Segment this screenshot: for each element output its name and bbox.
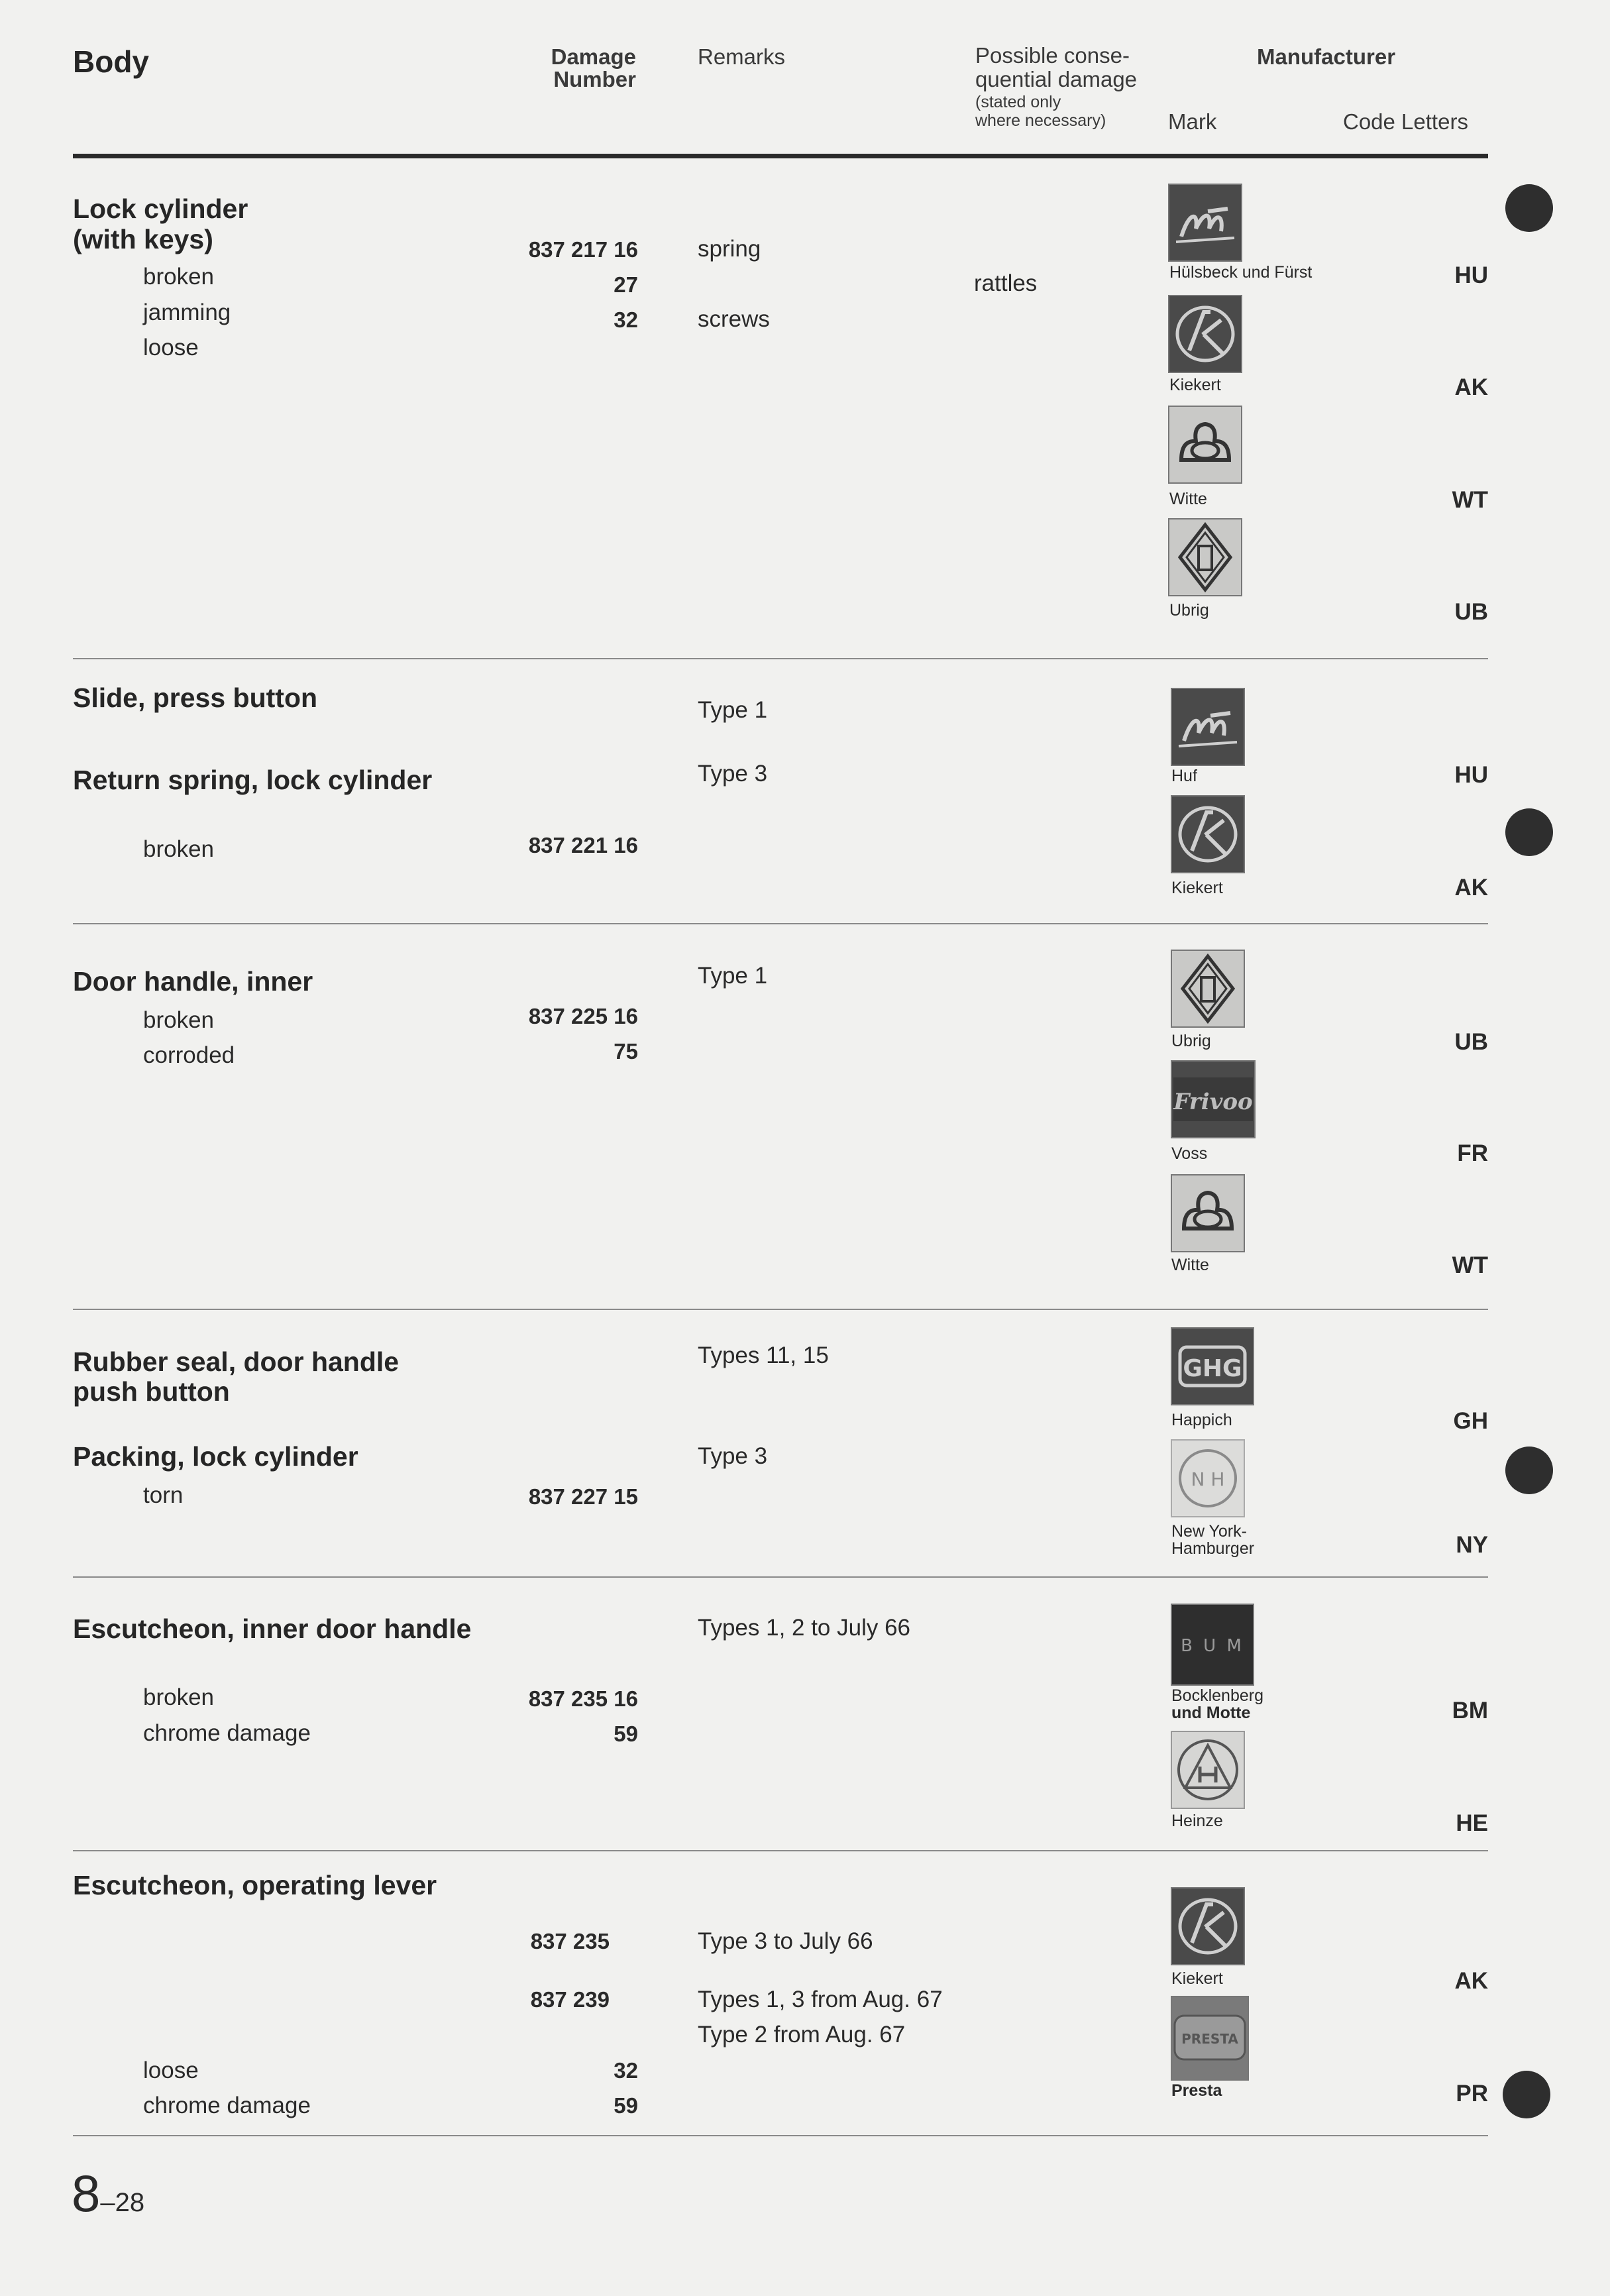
code-letters: WT xyxy=(1452,487,1488,513)
consequential-header xyxy=(975,44,1137,130)
huf-logo-icon xyxy=(1171,688,1245,766)
presta-logo-text: PRESTA xyxy=(1181,2031,1238,2047)
code-letters: UB xyxy=(1454,1029,1488,1055)
damage-item: broken xyxy=(143,1684,215,1710)
damage-number: 837 235 16 xyxy=(528,1686,638,1711)
remark: spring xyxy=(698,236,761,262)
section-rule xyxy=(73,1576,1488,1578)
section-rule xyxy=(73,2135,1488,2136)
code-letters: HU xyxy=(1454,262,1488,288)
code-letters: AK xyxy=(1454,374,1488,400)
code-letters: HU xyxy=(1454,762,1488,788)
code-letters: AK xyxy=(1454,875,1488,901)
code-letters: WT xyxy=(1452,1252,1488,1278)
damage-number-header xyxy=(517,45,636,91)
part-title: Return spring, lock cylinder xyxy=(73,765,433,795)
code-letters: NY xyxy=(1456,1532,1488,1558)
code-letters: FR xyxy=(1457,1140,1488,1166)
manufacturer-name: Voss xyxy=(1171,1144,1208,1163)
page-number-sub: –28 xyxy=(100,2188,145,2217)
damage-item: loose xyxy=(143,335,199,360)
manufacturer-name: Ubrig xyxy=(1169,601,1209,620)
damage-item: jamming xyxy=(143,300,231,325)
kiekert-logo-icon xyxy=(1168,295,1242,373)
damage-number: 27 xyxy=(614,272,638,297)
consequential-note-line2: where necessary) xyxy=(975,111,1106,130)
manufacturer-name-line2: und Motte xyxy=(1171,1704,1251,1722)
part-title: Lock cylinder xyxy=(73,193,248,224)
manufacturer-name: Witte xyxy=(1169,490,1207,508)
consequential-note-line1: (stated only xyxy=(975,93,1061,111)
happich-logo-icon xyxy=(1171,1327,1254,1405)
damage-number: 75 xyxy=(614,1039,638,1064)
remark: Type 3 to July 66 xyxy=(698,1928,873,1954)
damage-number: 32 xyxy=(614,2058,638,2083)
code-letters: BM xyxy=(1452,1698,1488,1723)
code-letters: PR xyxy=(1456,2081,1488,2106)
remark: Types 1, 3 from Aug. 67 xyxy=(698,1987,943,2012)
remarks-header: Remarks xyxy=(698,44,786,69)
damage-number: 59 xyxy=(614,2093,638,2118)
damage-number: 59 xyxy=(614,1722,638,1746)
remark: screws xyxy=(698,306,770,332)
damage-item: loose xyxy=(143,2057,199,2083)
witte-logo-icon xyxy=(1171,1174,1245,1252)
bum-logo-text: B U M xyxy=(1181,1636,1244,1656)
code-letters: GH xyxy=(1453,1408,1488,1434)
ubrig-logo-icon xyxy=(1168,518,1242,596)
voss-logo-icon xyxy=(1171,1060,1256,1138)
manufacturer-name: Kiekert xyxy=(1171,879,1223,897)
manufacturer-name: Huf xyxy=(1171,767,1197,785)
binder-hole xyxy=(1505,1447,1553,1494)
huf-logo-icon xyxy=(1168,184,1242,262)
binder-hole xyxy=(1503,2071,1550,2118)
section-rule xyxy=(73,658,1488,659)
damage-number: 837 235 xyxy=(530,1929,610,1953)
code-letters: UB xyxy=(1454,599,1488,625)
section-title: Body xyxy=(73,44,149,79)
witte-logo-icon xyxy=(1168,406,1242,484)
consequential-header-line2: quential damage xyxy=(975,67,1138,91)
part-title: Packing, lock cylinder xyxy=(73,1441,358,1472)
remark: Type 3 xyxy=(698,761,768,787)
damage-number: 32 xyxy=(614,307,638,332)
part-title: push button xyxy=(73,1376,230,1407)
kiekert-logo-icon xyxy=(1171,795,1245,873)
damage-number-header-line2: Number xyxy=(553,67,636,91)
damage-number: 837 225 16 xyxy=(528,1004,638,1028)
damage-item: chrome damage xyxy=(143,2093,311,2118)
damage-item: broken xyxy=(143,1007,215,1033)
part-title: (with keys) xyxy=(73,224,213,254)
page-number xyxy=(72,2164,145,2222)
binder-hole xyxy=(1505,184,1553,232)
part-title: Rubber seal, door handle xyxy=(73,1346,400,1377)
damage-item: chrome damage xyxy=(143,1720,311,1746)
manufacturer-name: Heinze xyxy=(1171,1812,1223,1830)
section-rule xyxy=(73,1850,1488,1851)
manufacturer-name-line2: Hamburger xyxy=(1171,1539,1255,1558)
damage-number: 837 217 16 xyxy=(528,237,638,262)
happich-logo-text: GHG xyxy=(1183,1355,1242,1382)
damage-number: 837 227 15 xyxy=(528,1484,638,1509)
remark: Type 1 xyxy=(698,963,768,989)
code-letters: AK xyxy=(1454,1968,1488,1994)
remark: Type 3 xyxy=(698,1443,768,1469)
mark-header: Mark xyxy=(1168,109,1217,134)
section-rule xyxy=(73,1309,1488,1310)
bum-logo-icon xyxy=(1171,1604,1254,1686)
damage-number: 837 221 16 xyxy=(528,833,638,857)
header-rule xyxy=(73,154,1488,158)
remark: Types 11, 15 xyxy=(698,1342,829,1368)
manufacturer-name: Kiekert xyxy=(1169,376,1221,394)
remark: Type 1 xyxy=(698,697,768,723)
remark: Types 1, 2 to July 66 xyxy=(698,1615,911,1641)
damage-number-header-line1: Damage xyxy=(551,44,636,69)
code-letters-header: Code Letters xyxy=(1343,109,1468,134)
manufacturer-name: Ubrig xyxy=(1171,1032,1211,1050)
presta-logo-icon xyxy=(1171,1996,1249,2081)
damage-item: broken xyxy=(143,264,215,290)
page-number-main: 8 xyxy=(72,2164,101,2222)
heinze-logo-icon xyxy=(1171,1731,1245,1809)
damage-item: corroded xyxy=(143,1042,235,1068)
damage-item: torn xyxy=(143,1482,184,1508)
manufacturer-name: Hülsbeck und Fürst xyxy=(1169,263,1313,282)
ubrig-logo-icon xyxy=(1171,950,1245,1028)
nyh-logo-icon xyxy=(1171,1439,1245,1517)
kiekert-logo-icon xyxy=(1171,1887,1245,1965)
remark: Type 2 from Aug. 67 xyxy=(698,2022,906,2048)
manufacturer-name: Presta xyxy=(1171,2081,1222,2100)
manufacturer-name: Witte xyxy=(1171,1256,1209,1274)
part-title: Escutcheon, operating lever xyxy=(73,1870,437,1900)
part-title: Escutcheon, inner door handle xyxy=(73,1613,472,1644)
code-letters: HE xyxy=(1456,1810,1488,1836)
consequential-header-line1: Possible conse- xyxy=(975,43,1130,68)
part-title: Door handle, inner xyxy=(73,966,313,997)
manufacturer-name: New York- xyxy=(1171,1522,1247,1541)
manufacturer-name: Bocklenberg xyxy=(1171,1686,1263,1705)
manufacturer-header: Manufacturer xyxy=(1257,44,1396,69)
damage-number: 837 239 xyxy=(530,1987,610,2012)
manufacturer-name: Happich xyxy=(1171,1411,1232,1429)
section-rule xyxy=(73,923,1488,924)
manufacturer-name: Kiekert xyxy=(1171,1969,1223,1988)
damage-item: broken xyxy=(143,836,215,862)
voss-logo-text: Frivoo xyxy=(1173,1089,1253,1115)
consequential-damage: rattles xyxy=(974,270,1038,296)
part-title: Slide, press button xyxy=(73,683,318,713)
nyh-logo-text: N H xyxy=(1191,1468,1225,1490)
binder-hole xyxy=(1505,808,1553,856)
